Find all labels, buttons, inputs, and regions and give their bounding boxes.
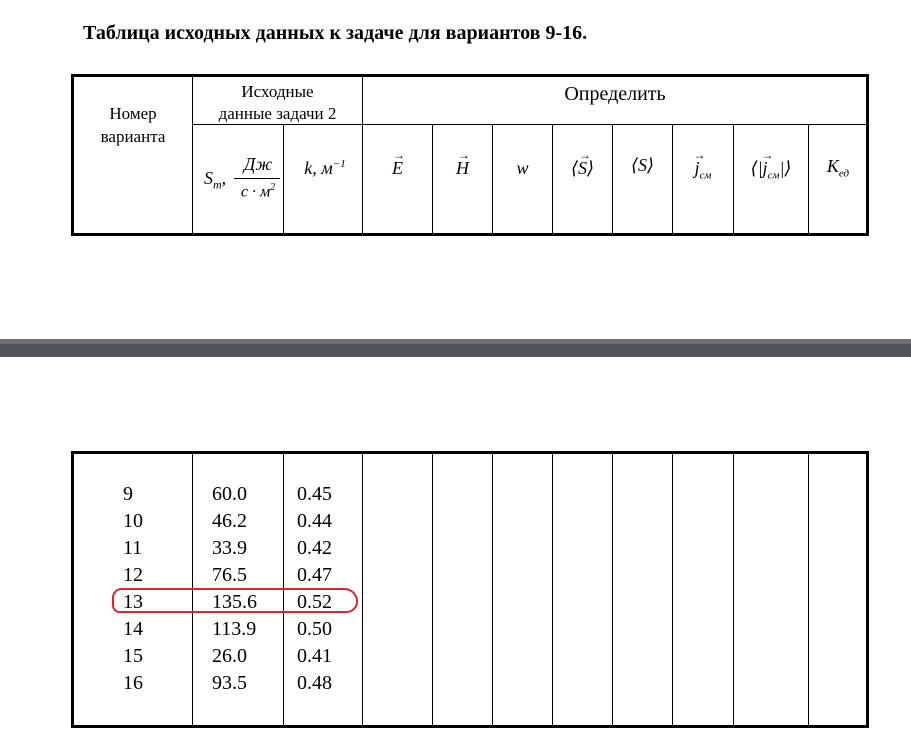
s-value-cell: 46.2 bbox=[212, 510, 247, 532]
k-column-header: k, $м^{-1}$ bbox=[304, 158, 346, 178]
k-ed-header: $K_{ед}$ bbox=[826, 156, 850, 180]
s-value-cell: 60.0 bbox=[212, 483, 247, 505]
k-value-cell: 0.42 bbox=[297, 537, 332, 559]
k-value-cell: 0.44 bbox=[297, 510, 332, 532]
k-value-cell: 0.48 bbox=[297, 672, 332, 694]
e-vector-header: E → bbox=[392, 148, 405, 178]
s-column-header: $S_m$, Дж $с \cdot м^2$ bbox=[204, 150, 282, 210]
w-header: w bbox=[516, 158, 529, 178]
j-displacement-header: j → $_{см}$ bbox=[693, 148, 712, 182]
variant-cell: 9 bbox=[123, 483, 133, 505]
k-value-cell: 0.47 bbox=[297, 564, 332, 586]
s-value-cell: 33.9 bbox=[212, 537, 247, 559]
avg-s-vector-header: ⟨S → ⟩ bbox=[570, 148, 595, 178]
variant-cell: 10 bbox=[123, 510, 143, 532]
page-title: Таблица исходных данных к задаче для вариантов 9-16. bbox=[83, 22, 588, 44]
variant-header-line2: варианта bbox=[100, 127, 166, 146]
avg-s-header: ⟨S⟩ bbox=[630, 155, 655, 175]
s-value-cell: 76.5 bbox=[212, 564, 247, 586]
determine-header: Определить bbox=[564, 83, 666, 105]
given-header-line1: Исходные bbox=[241, 82, 314, 101]
s-value-cell: 93.5 bbox=[212, 672, 247, 694]
s-value-cell: 113.9 bbox=[212, 618, 257, 640]
h-vector-header: H → bbox=[456, 148, 470, 178]
given-header-line2: данные задачи 2 bbox=[218, 104, 337, 123]
variant-cell: 12 bbox=[123, 564, 143, 586]
variant-cell: 14 bbox=[123, 618, 143, 640]
variant-cell: 15 bbox=[123, 645, 143, 667]
k-value-cell: 0.52 bbox=[297, 591, 332, 613]
page-separator bbox=[0, 339, 911, 357]
k-value-cell: 0.50 bbox=[297, 618, 332, 640]
highlight-circle bbox=[112, 588, 358, 613]
variant-cell: 16 bbox=[123, 672, 143, 694]
s-value-cell: 26.0 bbox=[212, 645, 247, 667]
k-value-cell: 0.41 bbox=[297, 645, 332, 667]
s-value-cell: 135.6 bbox=[212, 591, 257, 613]
k-value-cell: 0.45 bbox=[297, 483, 332, 505]
variant-cell: 13 bbox=[123, 591, 143, 613]
avg-abs-j-header: ⟨|j → $_{см}$|⟩ bbox=[750, 148, 792, 182]
variant-cell: 11 bbox=[123, 537, 143, 559]
variant-header-line1: Номер bbox=[109, 104, 157, 123]
